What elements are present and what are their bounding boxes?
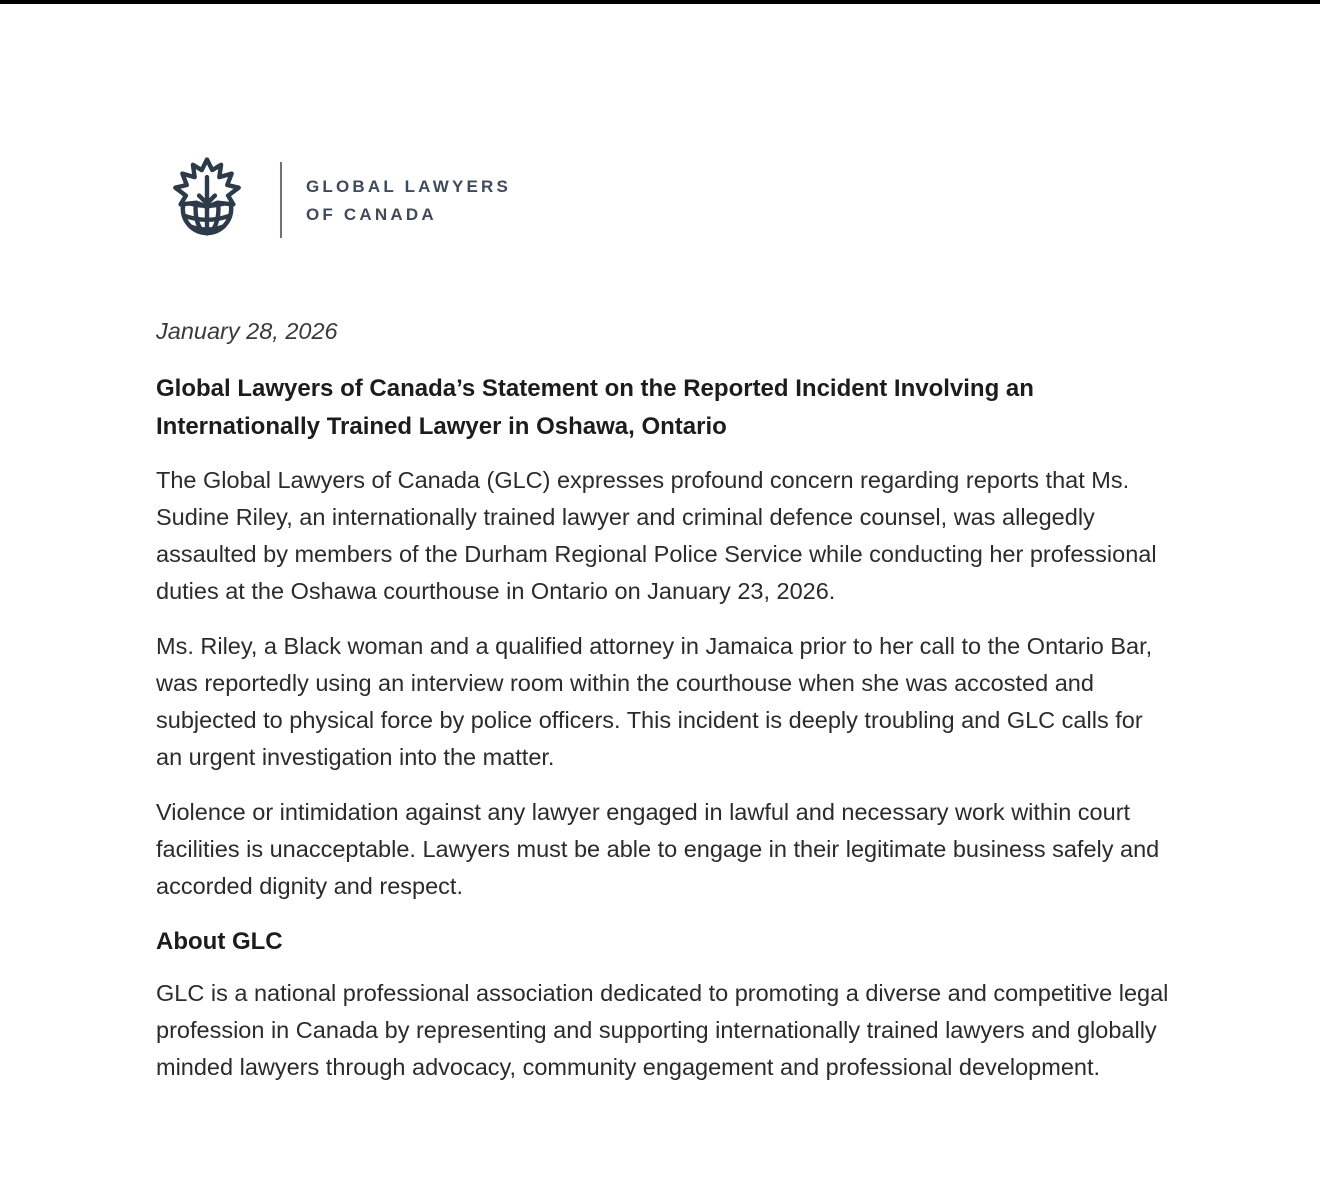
statement-title: Global Lawyers of Canada’s Statement on the Reported Incident Involving an Internationally Trained Lawyer in Oshawa, Ontario bbox=[156, 375, 1034, 440]
logo-wordmark bbox=[306, 178, 511, 223]
about-glc-paragraph: GLC is a national professional association dedicated to promoting a diverse and competitive legal profession in Canada by representing and supporting internationally trained lawyers and globally minded lawyers through advocacy, community engagement and professional development. bbox=[156, 980, 1169, 1080]
statement-body bbox=[156, 314, 1170, 1104]
statement-paragraph-1: The Global Lawyers of Canada (GLC) expresses profound concern regarding reports that Ms. Sudine Riley, an internationally trained lawyer and criminal defence counsel, was allegedly assaulted by members of the Durham Regional Police Service while conducting her professional duties at the Oshawa courthouse in Ontario on January 23, 2026. bbox=[156, 467, 1157, 604]
statement-paragraph-2: Ms. Riley, a Black woman and a qualified attorney in Jamaica prior to her call to the Ontario Bar, was reportedly using an interview room within the courthouse when she was accosted and subjected to physical force by police officers. This incident is deeply troubling and GLC calls for an urgent investigation into the matter. bbox=[156, 633, 1153, 770]
top-border-bar bbox=[0, 0, 1320, 4]
logo-wordmark-line1: GLOBAL LAWYERS bbox=[306, 176, 512, 196]
statement-paragraph-3: Violence or intimidation against any lawyer engaged in lawful and necessary work within court facilities is unacceptable. Lawyers must be able to engage in their legitimate business safely and accorded dignity and respect. bbox=[156, 799, 1160, 899]
about-glc-heading: About GLC bbox=[156, 928, 283, 955]
maple-leaf-globe-icon bbox=[160, 156, 254, 244]
statement-date: January 28, 2026 bbox=[156, 318, 338, 344]
logo-divider bbox=[280, 162, 282, 238]
logo-wordmark-line2: OF CANADA bbox=[306, 204, 437, 224]
organization-logo bbox=[160, 156, 511, 244]
